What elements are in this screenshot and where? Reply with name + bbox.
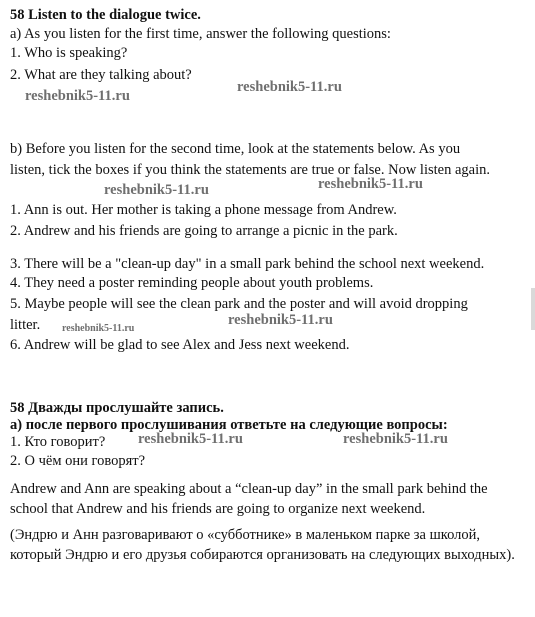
part-b-intro-line-2: listen, tick the boxes if you think the statements are true or false. Now listen again. xyxy=(10,162,490,178)
watermark: reshebnik5-11.ru xyxy=(138,431,243,447)
part-b-intro-line-1: b) Before you listen for the second time, look at the statements below. As you xyxy=(10,141,461,157)
russian-question-1: 1. Кто говорит? xyxy=(10,434,106,450)
part-a-intro: a) As you listen for the first time, answer the following questions: xyxy=(10,26,391,42)
statement-5: 5. Maybe people will see the clean park and the poster and will avoid dropping xyxy=(10,296,468,312)
question-2: 2. What are they talking about? xyxy=(10,67,192,83)
watermark: reshebnik5-11.ru xyxy=(318,176,423,192)
exercise-heading: 58 Listen to the dialogue twice. xyxy=(10,7,201,23)
watermark: reshebnik5-11.ru xyxy=(343,431,448,447)
statement-6: 6. Andrew will be glad to see Alex and Jess next weekend. xyxy=(10,337,350,353)
russian-heading: 58 Дважды прослушайте запись. xyxy=(10,400,224,416)
page-edge-shadow xyxy=(531,288,535,330)
russian-part-a: а) после первого прослушивания ответьте на следующие вопросы: xyxy=(10,417,448,433)
question-1: 1. Who is speaking? xyxy=(10,45,128,61)
watermark: reshebnik5-11.ru xyxy=(104,182,209,198)
statement-4: 4. They need a poster reminding people about youth problems. xyxy=(10,275,374,291)
statement-5-continued: litter. xyxy=(10,317,41,333)
answer-russian: (Эндрю и Анн разговаривают о «субботнике» в маленьком парке за школой, который Эндрю и его друзья собираются организовать на следующих выходных). xyxy=(10,527,515,563)
watermark: reshebnik5-11.ru xyxy=(62,323,135,334)
statement-2: 2. Andrew and his friends are going to arrange a picnic in the park. xyxy=(10,223,398,239)
watermark: reshebnik5-11.ru xyxy=(228,312,333,328)
watermark: reshebnik5-11.ru xyxy=(237,79,342,95)
russian-question-2: 2. О чём они говорят? xyxy=(10,453,146,469)
statement-1: 1. Ann is out. Her mother is taking a phone message from Andrew. xyxy=(10,202,397,218)
watermark: reshebnik5-11.ru xyxy=(25,88,130,104)
answer-english: Andrew and Ann are speaking about a “clean-up day” in the small park behind the school that Andrew and his friends are going to organize next weekend. xyxy=(10,481,488,517)
statement-3: 3. There will be a "clean-up day" in a small park behind the school next weekend. xyxy=(10,256,485,272)
